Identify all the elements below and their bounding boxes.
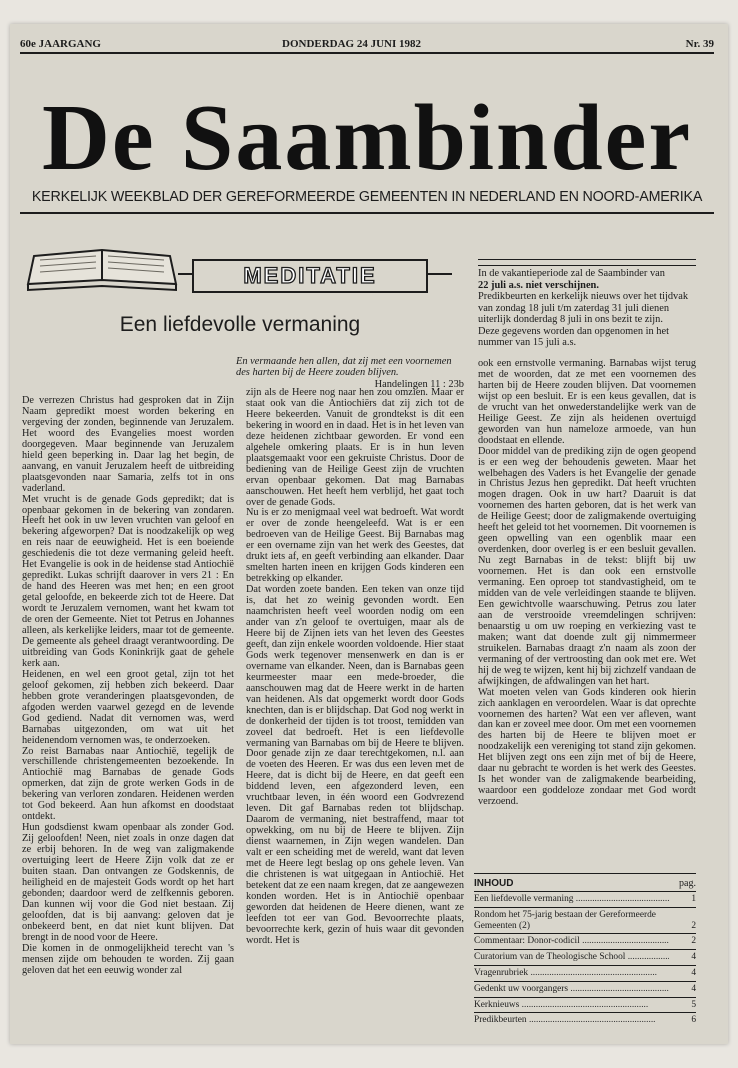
notice-line: 22 juli a.s. niet verschijnen. — [478, 279, 599, 291]
toc-row[interactable] — [474, 997, 696, 1013]
date-label: DONDERDAG 24 JUNI 1982 — [282, 38, 422, 50]
paragraph: Dat worden zoete banden. Een teken van onze tijd is, dat het zo weinig gevonden wordt. Een naamchristen heeft veel woorden nodig om een ander van z'n geloof te overtuigen, maar als de Heere bij de Zijnen iets van het leven des Geestes geeft, dan zijn enkele woorden voldoende. Hier staat Gods werk tegenover mensenwerk en dan is er overname van elkander. Neen, dan is Barnabas geen keurmeester maar een mede-broeder, die aanschouwen mag dat de Heere werkt in de harten van heidenen. Als dat opgemerkt wordt door Gods knechten, dan is er blijdschap. Dat God nog werkt in de donkerheid der tijden is tot troost, temidden van zoveel dat bedroeft. Het is een liefdevolle vermaning van Barnabas om bij de Heere te blijven. Door genade zijn ze daar terechtgekomen, n.l. aan de voeten des Heeren. Er was dus een leven met de Heere, dat is dicht bij de Heere, en dat geeft een biddend leven, een afgezonderd leven, een vruchtbaar leven, in één woord een Godvrezend leven. Dit gaf Barnabas reden tot blijdschap. Daarom de vermaning, niet bestraffend, maar tot opwekking, om nu bij de Heere te blijven. Zijn dienst waarnemen, in Zijn wegen wandelen. Dan valt er een scheiding met de wereld, want dat leven met de Heere legt beslag op ons gehele leven. Van die christenen is wat uitgegaan in Antiochië. Het betekent dat ze een naam kregen, dat ze aangewezen konden worden. Het is in Antiochië openbaar geworden dat heidenen de Heere dienen, want ze leefden tot eer van God. Bevoorrechte plaats, bevoorrechte kerk, gezin of huis waar dit gevonden wordt. Het is — [246, 584, 464, 946]
toc-row[interactable] — [474, 891, 696, 907]
toc-heading: INHOUD — [474, 878, 514, 889]
banner-connector — [178, 273, 192, 275]
toc-page: 5 — [691, 999, 696, 1010]
notice-line: In de vakantieperiode zal de Saambinder van — [478, 268, 665, 279]
masthead-rule — [20, 212, 714, 214]
toc-page-label: pag. — [679, 878, 696, 889]
notice-box — [478, 265, 696, 349]
notice-top-rule — [478, 259, 696, 260]
toc-page: 4 — [691, 952, 696, 963]
toc-page: 4 — [691, 967, 696, 978]
toc-header — [474, 873, 696, 889]
article-column-1 — [22, 396, 234, 977]
paragraph: zijn als de Heere nog naar hen zou omzien. Maar er staat ook van die Antiochiërs dat zij zich tot de Heere bekeerden. Vanuit de grondtekst is dit een bekering in woord en in daad. Het is in het leven van deze heidenen zichtbaar geworden. Er vond een algehele omkering plaats. Er is in hun leven plaatsgemaakt voor een gekruiste Christus. Door de bediening van de Heilige Geest zijn de vruchten ervan openbaar gekomen. Dat mag Barnabas aanschouwen. Het heeft hem verblijd, het gaat toch over de genade Gods. — [246, 387, 464, 508]
toc-page: 4 — [691, 983, 696, 994]
toc-page: 6 — [691, 1015, 696, 1026]
paragraph: De verrezen Christus had gesproken dat in Zijn Naam gepredikt moest worden bekering en vergeving der zonden, beginnende van Jeruzalem. Het woord des Evangelies moest worden doorgegeven. Maar beginnende van Jeruzalem hield geen beperking in. Daar lag het begin, de aanvang, en vanuit Jeruzalem heeft de uitbreiding plaatsgevonden naar Samaria, zelfs tot in ons vaderland. — [22, 395, 234, 494]
paragraph: Wat moeten velen van Gods kinderen ook hierin zich aanklagen en veroordelen. Waar is dat oprechte voornemen des harten? Wat een ver afleven, want dan kan er zoveel mee door. Om met een voornemen des harten bij de Heere te blijven moet er noodzakelijk een vereniging tot stand zijn gekomen. Het blijven zegt ons een zijn met of bij de Heere, daar nu gebracht te worden is het werk des Geestes. Is het wonder van de zaligmakende bearbeiding, waardoor een goddeloze zondaar met God wordt verzoend. — [478, 686, 696, 808]
motto-reference: Handelingen 11 : 23b — [374, 378, 464, 390]
toc-row[interactable] — [474, 949, 696, 965]
header-rule — [20, 52, 714, 54]
masthead-subtitle: KERKELIJK WEEKBLAD DER GEREFORMEERDE GEMEENTEN IN NEDERLAND EN NOORD-AMERIKA — [31, 189, 703, 205]
section-label: MEDITATIE — [192, 259, 428, 293]
toc-row[interactable] — [474, 965, 696, 981]
toc-title: Gedenkt uw voorgangers ..... — [474, 984, 669, 995]
article-column-3 — [478, 359, 696, 808]
banner-connector-right — [428, 273, 452, 275]
toc-title: Curatorium van de Theologische School ..... — [474, 952, 669, 963]
toc-row[interactable] — [474, 1012, 696, 1028]
paragraph: Door middel van de prediking zijn de ogen geopend is er een weg der behoudenis geweten. Maar het welbehagen des Vaders is het Evangelie der genade in Christus Jezus hen gepredikt. Dat heeft vruchten mogen dragen. Ook in uw hart? Daaruit is dat voornemen des harten geboren, dat is het werk van de Heilige Geest; door de zaligmakende overtuiging heeft het geleid tot het voornemen. Dit voornemen is geen opwelling van een ogenblik maar een overdenken, door overleg is er een besluit gevallen. Nu zegt Barnabas in de tekst: blijft bij uw voornemen. Het is dan ook een ernstvolle vermaning. Een oproep tot standvastigheid, om te midden van de vele verleidingen staande te blijven. Een gewichtvolle waarschuwing. Petrus zou later aan de verstrooide vreemdelingen schrijven: benaarstig u om uw roeping en verkiezing vast te maken; want dat doende zult gij nimmermeer struikelen. Barnabas draagt z'n naam als zoon der vermaning of der vertroosting dan ook met ere. Wet hij de weg te wijzen, kent hij bij zichzelf vandaan de afwijkingen, de afdwalingen van het hart. — [478, 445, 696, 687]
toc-title: Kerknieuws ..... — [474, 1000, 669, 1011]
paragraph: Zo reist Barnabas naar Antiochië, tegelijk de verschillende christengemeenten bezoekende. In Antiochië mag Barnabas de genade Gods opmerken, dat zijn de grote werken Gods in de bekering van verloren zondaren. Heidenen werden tot God bekeerd. Aan hun afkomst en doodstaat ontdekt. — [22, 745, 234, 823]
paragraph: Die komen in de onmogelijkheid terecht van 's mensen zijde om behouden te worden. Zij gaan geloven dat het een eeuwig wonder zal — [22, 942, 234, 976]
toc-row[interactable] — [474, 933, 696, 949]
article-title: Een liefdevolle vermaning — [119, 313, 361, 336]
notice-line: Deze gegevens worden dan opgenomen in het nummer van 15 juli a.s. — [478, 325, 670, 348]
masthead-title: De Saambinder — [41, 86, 693, 190]
motto-text: En vermaande hen allen, dat zij met een voornemen des harten bij de Heere zouden blijven. — [236, 356, 452, 379]
scripture-motto — [236, 356, 464, 390]
toc-row[interactable] — [474, 981, 696, 997]
table-of-contents — [474, 873, 696, 1028]
notice-line: Predikbeurten en kerkelijk nieuws over het tijdvak van zondag 18 juli t/m zaterdag 31 juli dienen uiterlijk donderdag 8 juli in ons bezit te zijn. — [478, 291, 689, 325]
toc-title: Vragenrubriek ..... — [474, 968, 669, 979]
paragraph: ook een ernstvolle vermaning. Barnabas wijst terug met de woorden, dat ze met een voornemen des harten bij de Heere zouden blijven. Dat voornemen wijst op een besluit. Er is een keus gevallen, dat is de vrucht van het onwederstandelijke werk van de Heilige Geest. Ze zijn als heidenen overtuigd geworden van hun nameloze armoede, van hun doodstaat en ellende. — [478, 358, 696, 446]
open-book-icon — [26, 236, 178, 296]
toc-page: 1 — [691, 894, 696, 904]
paragraph: Nu is er zo menigmaal veel wat bedroeft. Wat wordt er over de zonde heengeleefd. Wat is er een bedroeven van de Heilige Geest. Bij Barnabas mag er een overname zijn van het werk des Geestes, dat drukt iets af, en geeft verbinding aan elkander. Daar smelten harten ineen en krijgen Gods kinderen een betrekking op elkander. — [246, 507, 464, 585]
paragraph: Met vrucht is de genade Gods gepredikt; dat is openbaar gekomen in de bekering van zondaren. Heeft het ook in uw leven vruchten van geloof en bekering afgeworpen? Dat is noodzakelijk op weg en reis naar de eeuwigheid. Het is een boeiende geschiedenis die tot deze vermaning geleid heeft. Het Evangelie is ook in de heidense stad Antiochië gepredikt. Lukas schrijft daarover in vers 21 : En de hand des Heeren was met hen; en een groot getal geloofde, en bekeerde zich tot de Heere. Dat wordt te Jeruzalem vernomen, want het kwam tot de oren der Gemeente. Niet tot Petrus en Johannes alleen, als kerkelijke leiders, maar tot de gemeente. De gemeente als geheel draagt verantwoording. De uitbreiding van Gods Koninkrijk gaat de gehele kerk aan. — [22, 493, 234, 669]
toc-title: Rondom het 75-jarig bestaan der Gereformeerde Gemeenten (2) — [474, 909, 656, 931]
issue-number: Nr. 39 — [685, 38, 714, 50]
toc-row[interactable] — [474, 907, 696, 934]
toc-page: 2 — [691, 936, 696, 947]
paragraph: Hun godsdienst kwam openbaar als zonder God. Zij geloofden! Neen, niet zoals in onze dagen dat ze erbij behoren. In de weg van zaligmakende overtuiging leert de Heere Zijn volk dat ze er buiten staan. Dan ontvangen ze Godskennis, de heiligheid en de majesteit Gods wordt op het hart gebonden; daardoor werd de zelfkennis geboren. Dan kunnen wij voor die God niet bestaan. Zij geloofden, dat is bij aanvang: geloven dat je onbekeerd bent, en dat niet kunt blijven. Dat brengt in de nood voor de Heere. — [22, 822, 234, 943]
toc-title: Een liefdevolle vermaning ..... — [474, 894, 669, 905]
toc-title: Commentaar: Donor-codicil ..... — [474, 936, 669, 947]
toc-title: Predikbeurten ..... — [474, 1015, 669, 1026]
paragraph: Heidenen, en wel een groot getal, zijn tot het geloof gekomen, zij hebben zich bekeerd. Daar hebben grote veranderingen plaatsgevonden, de afgoden werden vaarwel gezegd en de levende God gediend. Nadat dit vernomen was, werd Barnabas uitgezonden, om wat uit het heidenendom vernomen was, te onderzoeken. — [22, 668, 234, 746]
volume-label: 60e JAARGANG — [20, 38, 101, 50]
article-column-2 — [246, 388, 464, 947]
toc-page: 2 — [691, 920, 696, 931]
